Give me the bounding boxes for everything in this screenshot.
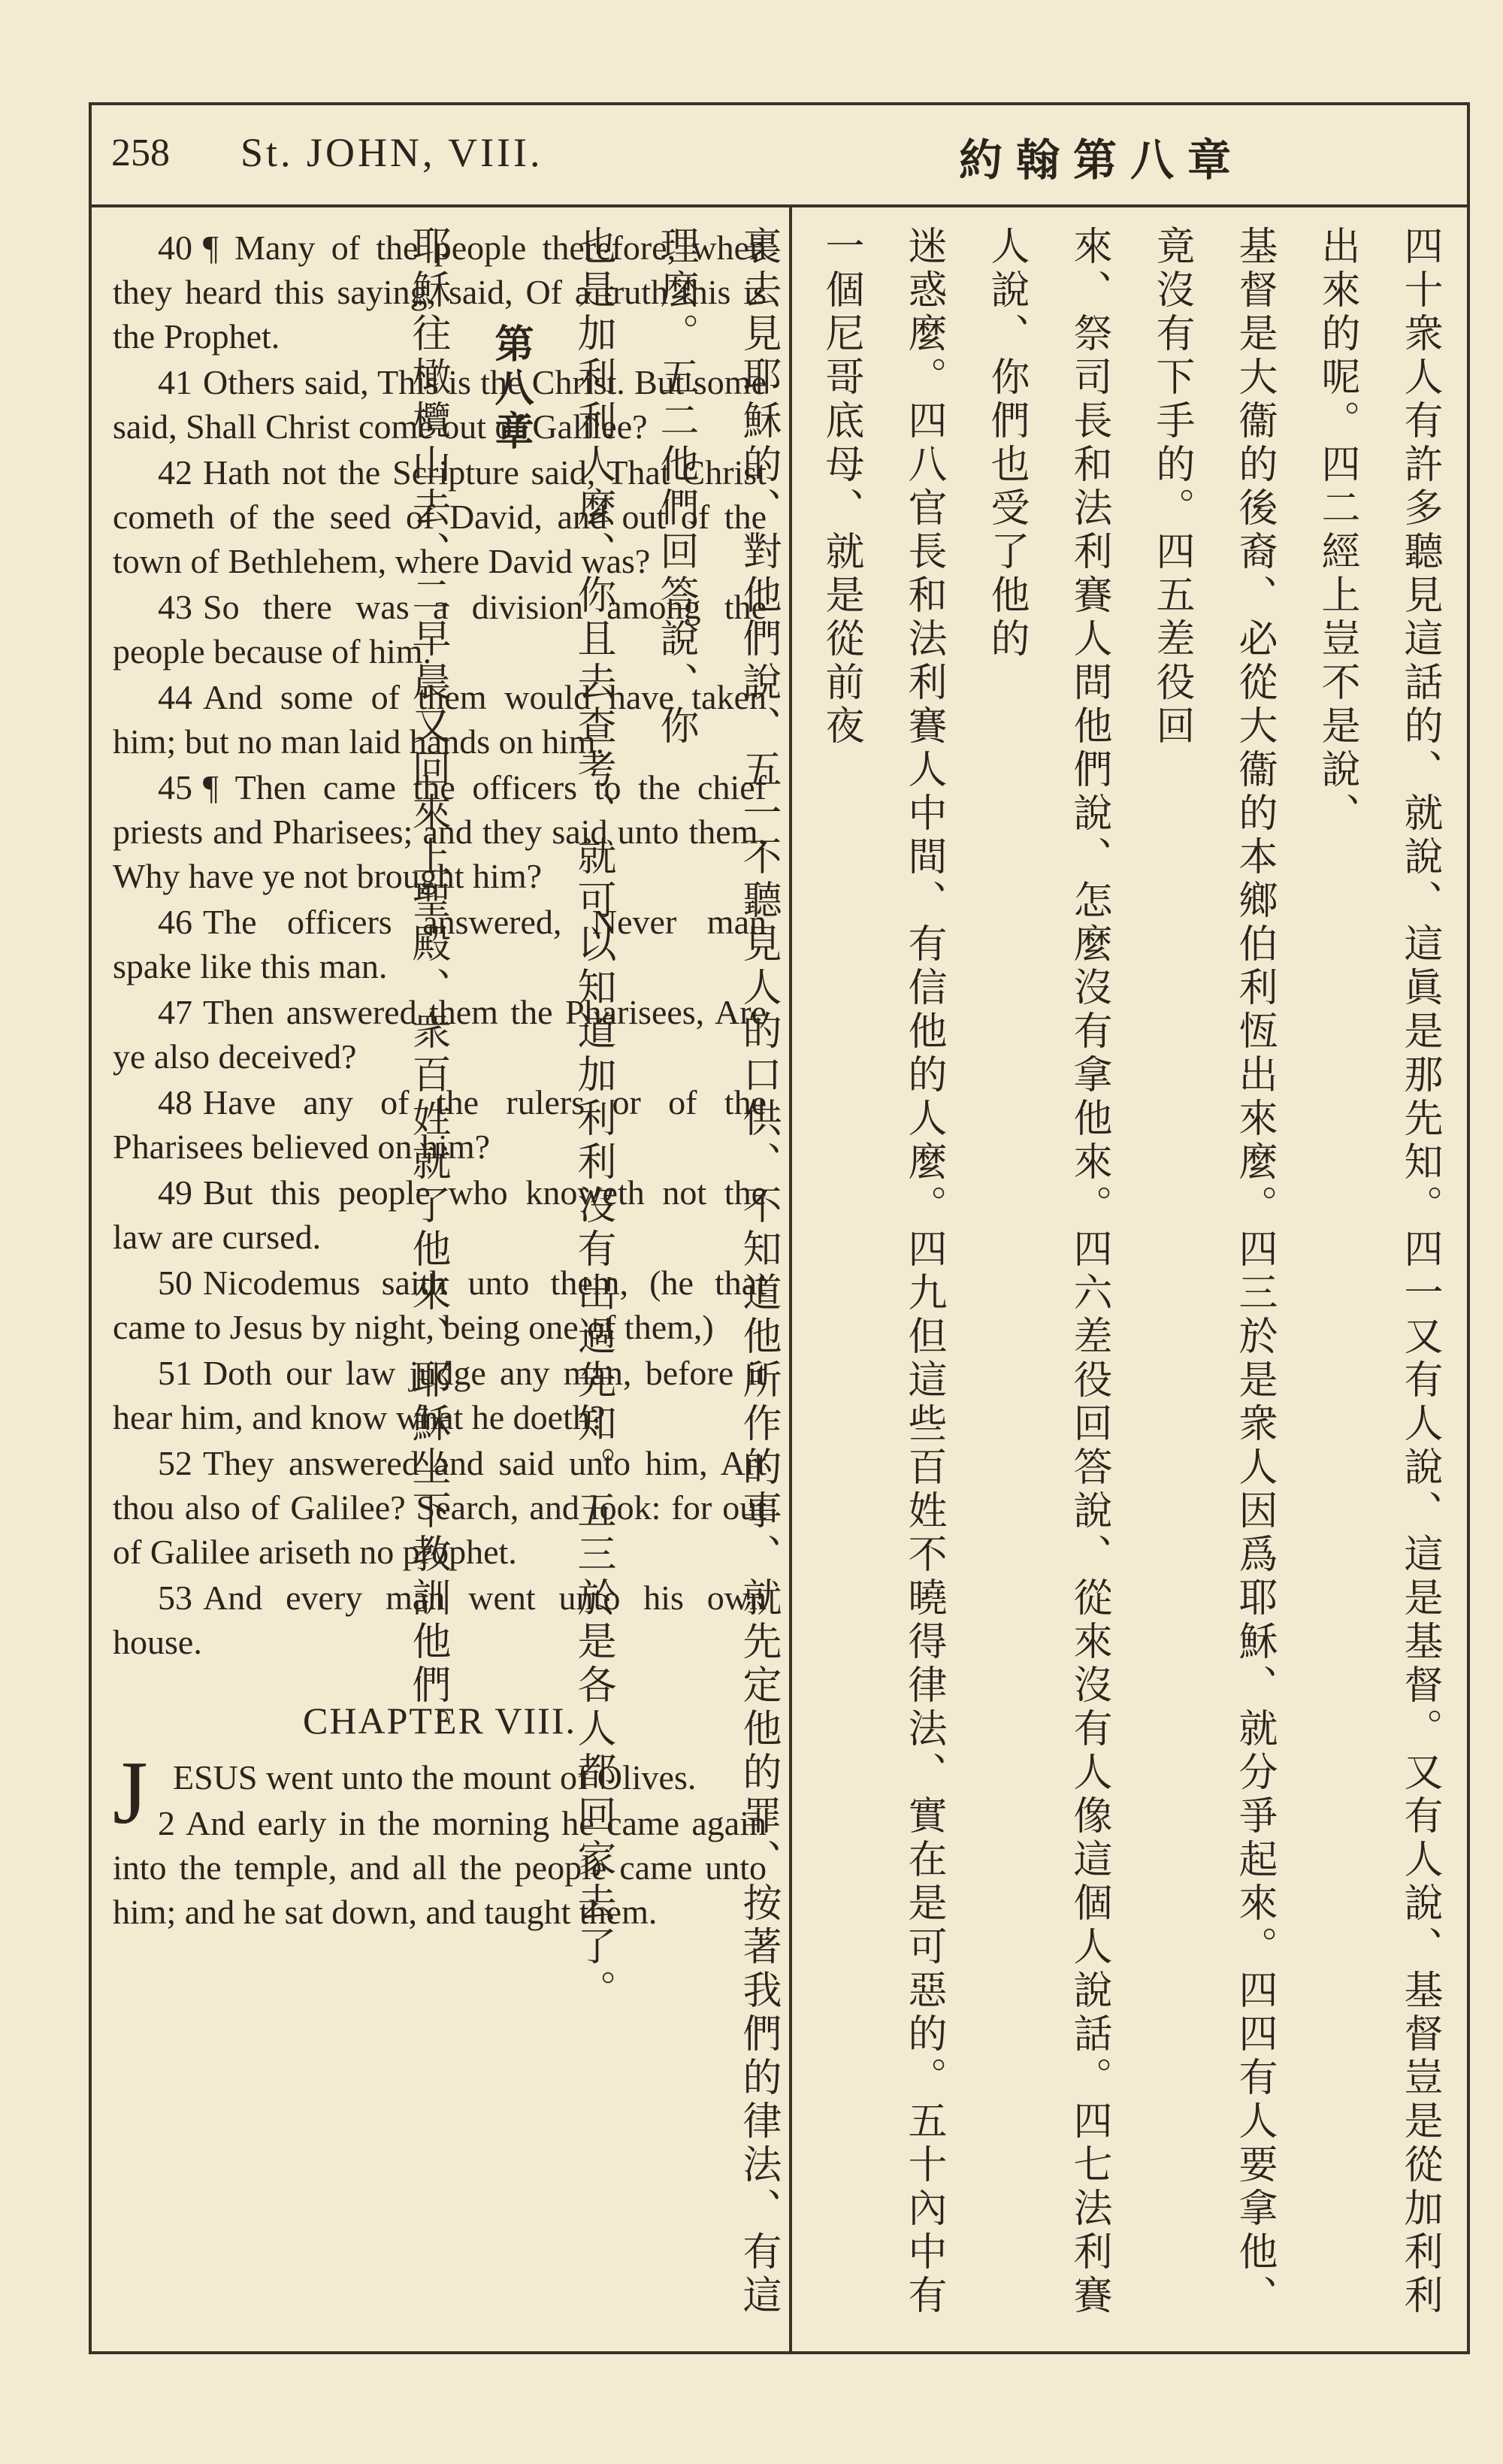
verse-number: 44 [158,678,192,716]
verse-number: 41 [158,363,192,401]
verse-number: 46 [158,903,192,941]
verse-number: 52 [158,1444,192,1482]
verse-text: Hath not the Scripture said, That Christ cometh of the seed of David, and out of the town of Bethlehem, where David was? [113,453,767,580]
verse-text: Then answered them the Pharisees, Are ye also deceived? [113,993,767,1076]
chinese-running-title: 約翰第八章 [958,135,1244,186]
verse-text: ¶ Many of the people therefore, when they heard this saying, said, Of a truth this is the Prophet. [113,229,767,356]
verse-text: Others said, This is the Christ. But some said, Shall Christ come out of Galilee? [113,363,767,446]
verse-text: But this people who knoweth not the law are cursed. [113,1173,767,1256]
verse-text: And early in the morning he came again into the temple, and all the people came unto him; and he sat down, and taught them. [113,1804,767,1931]
verse-text: ¶ Then came the officers to the chief priests and Pharisees; and they said unto them, Why have ye not brought him? [113,768,767,895]
chinese-chapter-label: 第八章 [488,323,533,454]
page-header [89,102,1470,207]
chinese-text-columns [552,226,1461,2330]
verse-number: 53 [158,1579,192,1617]
verse-text: And every man went unto his own house. [113,1579,767,1661]
verse-number: 48 [158,1083,192,1122]
verse-text: Doth our law judge any man, before it hear him, and know what he doeth? [113,1354,767,1436]
verse-text: The officers answered, Never man spake like this man. [113,903,767,985]
verse-text: They answered and said unto him, Art thou also of Galilee? Search, and look: for out of Galilee ariseth no prophet. [113,1444,767,1571]
drop-cap: J [113,1742,148,1842]
verse-text: So there was a division among the people because of him. [113,588,767,670]
verse-number: 40 [158,229,192,267]
chinese-text-column: 來、祭司長和法利賽人問他們說、怎麼沒有拿他來。四六差役回答說、從來沒有人像這個人說話。四七法利賽人說、你們也受了他的 [984,226,1111,2318]
verse-number: 51 [158,1354,192,1392]
verse-text: Nicodemus saith unto them, (he that came to Jesus by night, being one of them,) [113,1264,767,1346]
page-number: 258 [111,132,170,174]
verse-text: And some of them would have taken him; but no man laid hands on him. [113,678,767,761]
verse-number: 50 [158,1264,192,1302]
verse-number: 45 [158,768,192,807]
chapter-heading: CHAPTER VIII. [303,1700,576,1742]
chinese-chapter-text: 耶穌往橄欖山去、二早晨又回來上聖殿、衆百姓就了他來、耶穌坐下教訓他們。 [405,226,450,1751]
running-title: St. JOHN, VIII. [240,130,543,175]
verse-number: 49 [158,1173,192,1212]
verse-number: 43 [158,588,192,626]
verse-text: ESUS went unto the mount of Olives. [173,1758,697,1797]
chinese-text-column: 裏去見耶穌的、對他們說、五一不聽見人的口供、不知道他所作的事、就先定他的罪、按著我們的律法、有這理麼。五二他們回答說、你 [653,226,781,2318]
chinese-text-column: 也是加利利人麼、你且去查考、就可以知道加利利沒有出過先知。五三於是各人都回家去了。 [570,226,615,2013]
verse-number: 42 [158,453,192,492]
chinese-text-column: 迷惑麼。四八官長和法利賽人中間、有信他的人麼。四九但這些百姓不曉得律法、實在是可惡的。五十內中有一個尼哥底母、就是從前夜 [818,226,946,2318]
chinese-text-column: 四十衆人有許多聽見這話的、就說、這眞是那先知。四一又有人說、這是基督。又有人說、基督豈是從加利利出來的呢。四二經上豈不是說、 [1314,226,1442,2318]
verse-number: 47 [158,993,192,1031]
verse-text: Have any of the rulers or of the Pharisees believed on him? [113,1083,767,1166]
chinese-text-column: 基督是大衞的後裔、必從大衞的本鄉伯利恆出來麼。四三於是衆人因爲耶穌、就分爭起來。四四有人要拿他、竟沒有下手的。四五差役回 [1149,226,1277,2318]
verse-number: 2 [158,1804,175,1842]
